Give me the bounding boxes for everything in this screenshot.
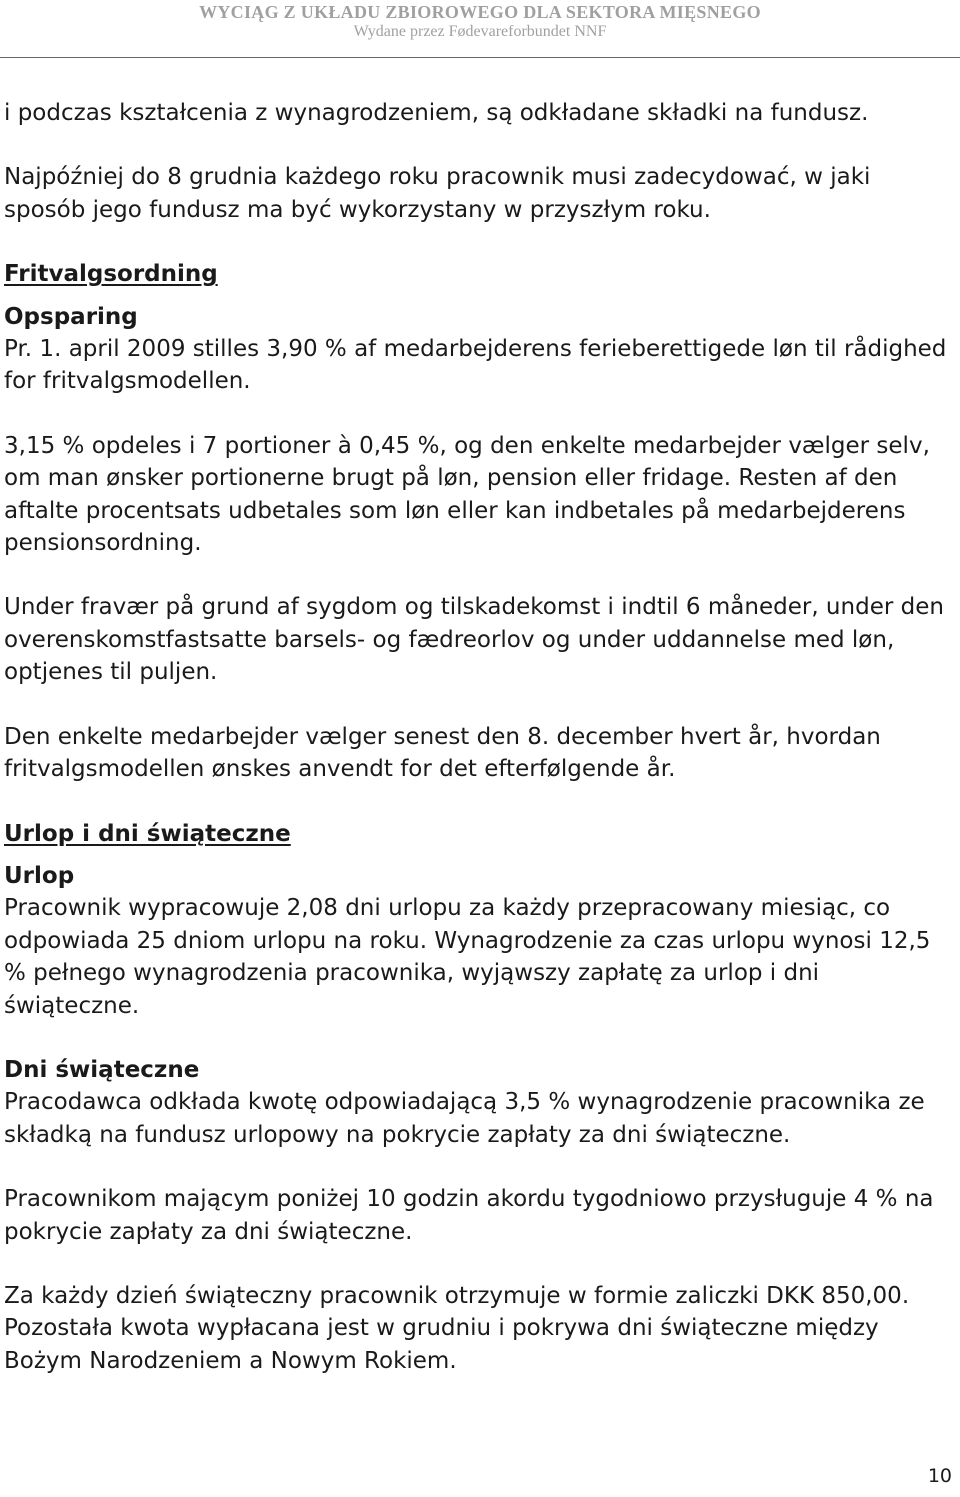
- paragraph-urlop: Pracownik wypracowuje 2,08 dni urlopu za każdy przepracowany miesiąc, co odpowiada 25 dniom urlopu na roku. Wynagrodzenie za czas urlopu wynosi 12,5 % pełnego wynagrodzenia pracownika, wyjąwszy zapłatę za urlop i dni świąteczne.: [4, 895, 931, 1019]
- heading-urlop-i-dni-swiateczne: Urlop i dni świąteczne: [4, 820, 291, 847]
- heading-opsparing: Opsparing: [4, 303, 138, 330]
- header-divider: [0, 57, 960, 58]
- page-number: 10: [927, 1465, 952, 1487]
- heading-dni-swiateczne: Dni świąteczne: [4, 1056, 200, 1083]
- paragraph-employee-choice: Den enkelte medarbejder vælger senest den 8. december hvert år, hvordan fritvalgsmodellen ønskes anvendt for det efterfølgende år.: [4, 723, 881, 783]
- paragraph-portions: 3,15 % opdeles i 7 portioner à 0,45 %, og den enkelte medarbejder vælger selv, om man ønsker portionerne brugt på løn, pension eller fridage. Resten af den aftalte procentsats udbetales som løn eller kan indbetales på medarbejderens pensionsordning.: [4, 432, 930, 557]
- page-header: [0, 0, 960, 41]
- paragraph-fund-deadline: Najpóźniej do 8 grudnia każdego roku pracownik musi zadecydować, w jaki sposób jego fundusz ma być wykorzystany w przyszłym roku.: [4, 164, 871, 223]
- paragraph-dni-advance: Za każdy dzień świąteczny pracownik otrzymuje w formie zaliczki DKK 850,00. Pozostała kwota wypłacana jest w grudniu i pokrywa dni świąteczne między Bożym Narodzeniem a Nowym Rokiem.: [4, 1282, 910, 1374]
- paragraph-absence: Under fravær på grund af sygdom og tilskadekomst i indtil 6 måneder, under den overenskomstfastsatte barsels- og fædreorlov og under uddannelse med løn, optjenes til puljen.: [4, 594, 944, 686]
- header-title: WYCIĄG Z UKŁADU ZBIOROWEGO DLA SEKTORA MIĘSNEGO: [199, 2, 761, 22]
- paragraph-fund-contributions: i podczas kształcenia z wynagrodzeniem, są odkładane składki na fundusz.: [4, 100, 869, 126]
- header-subtitle: Wydane przez Fødevareforbundet NNF: [353, 23, 607, 40]
- heading-fritvalgsordning: Fritvalgsordning: [4, 261, 218, 288]
- document-body: [4, 97, 954, 1377]
- paragraph-dni-under-10h: Pracownikom mającym poniżej 10 godzin akordu tygodniowo przysługuje 4 % na pokrycie zapłaty za dni świąteczne.: [4, 1186, 934, 1245]
- heading-urlop: Urlop: [4, 862, 75, 889]
- paragraph-opsparing-rate: Pr. 1. april 2009 stilles 3,90 % af medarbejderens ferieberettigede løn til rådighed for fritvalgsmodellen.: [4, 336, 947, 395]
- paragraph-dni-employer: Pracodawca odkłada kwotę odpowiadającą 3,5 % wynagrodzenie pracownika ze składką na fundusz urlopowy na pokrycie zapłaty za dni świąteczne.: [4, 1089, 925, 1148]
